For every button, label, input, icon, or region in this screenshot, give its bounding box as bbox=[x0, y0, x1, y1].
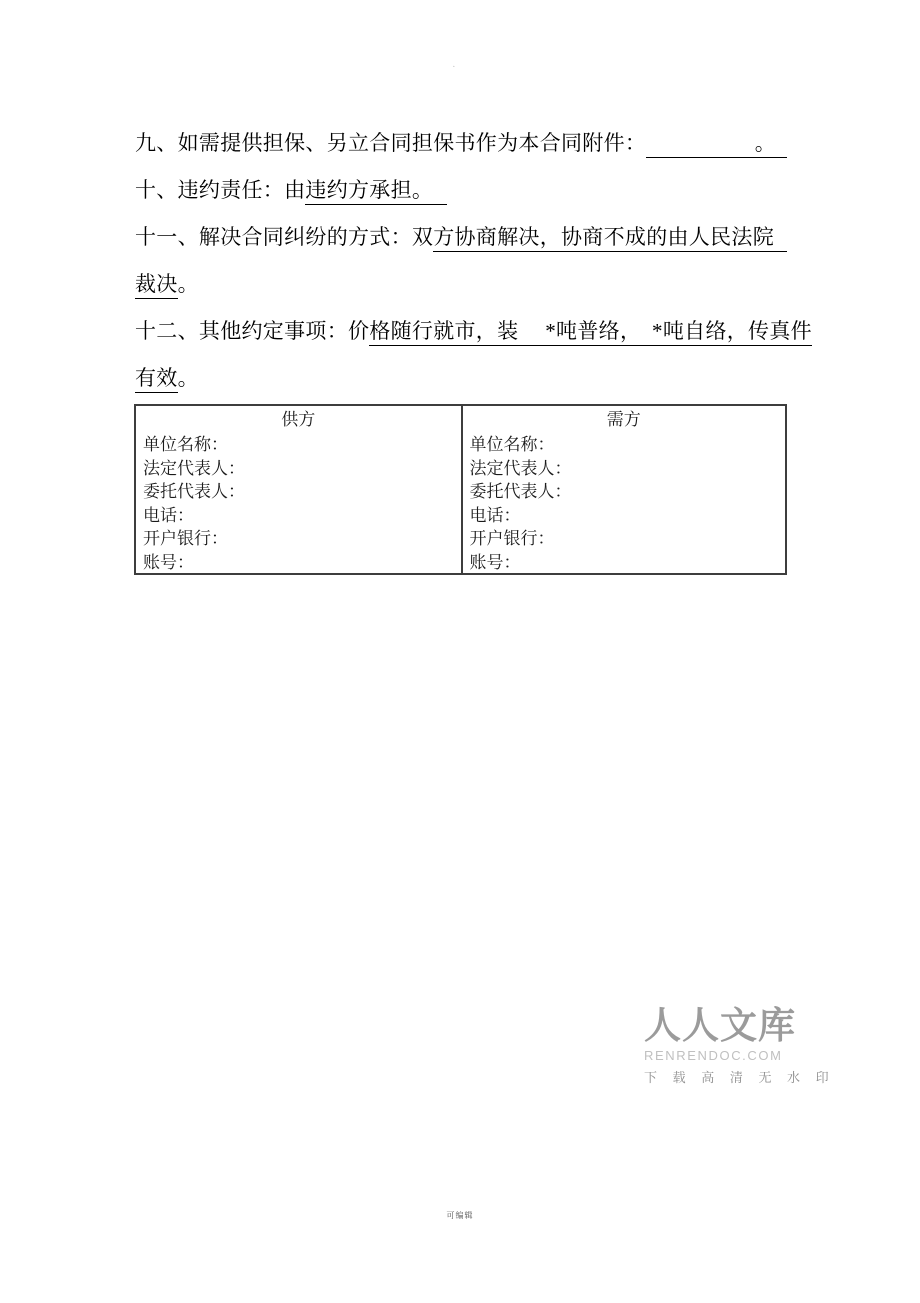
clause-12 bbox=[135, 308, 812, 355]
supplier-field-entrusted-representative: 委托代表人： bbox=[143, 482, 245, 501]
clause-9 bbox=[135, 120, 787, 167]
buyer-field-legal-representative: 法定代表人： bbox=[469, 458, 572, 478]
scan-artifact-dot: · bbox=[452, 61, 456, 73]
clause-12-cont-underlined-text: 有效 bbox=[135, 365, 178, 393]
clause-11-text: 十一、解决合同纠纷的方式：双 bbox=[135, 225, 434, 249]
buyer-header: 需方 bbox=[606, 410, 641, 429]
clause-10-text: 十、违约责任：由 bbox=[135, 178, 306, 202]
clause-10-underlined-text: 违约方承担。 bbox=[305, 177, 447, 205]
buyer-field-phone: 电话： bbox=[469, 505, 521, 525]
buyer-field-account-number: 账号： bbox=[469, 552, 521, 572]
supplier-header: 供方 bbox=[281, 410, 316, 429]
supplier-field-legal-representative: 法定代表人： bbox=[143, 458, 245, 478]
clause-11-underlined-text: 方协商解决，协商不成的由人民法院 bbox=[433, 224, 787, 252]
watermark bbox=[644, 1005, 835, 1086]
clause-12-underlined-text: 格随行就市，装 *吨普络， *吨自络，传真件 bbox=[369, 318, 812, 346]
clause-11 bbox=[135, 214, 787, 261]
clause-9-blank-line: 。 bbox=[646, 130, 787, 158]
clause-11-cont-underlined-text: 裁决 bbox=[135, 271, 178, 299]
buyer-column bbox=[461, 406, 786, 573]
editable-note: 可编辑 bbox=[446, 1211, 474, 1220]
buyer-field-entrusted-representative: 委托代表人： bbox=[469, 482, 572, 501]
buyer-field-bank: 开户银行： bbox=[469, 529, 555, 548]
clause-11-cont-terminator: 。 bbox=[177, 272, 199, 296]
supplier-field-account-number: 账号： bbox=[143, 552, 194, 572]
supplier-field-company-name: 单位名称： bbox=[143, 435, 228, 454]
supplier-field-bank: 开户银行： bbox=[143, 529, 228, 548]
watermark-brand: 人人文库 bbox=[644, 1005, 796, 1046]
supplier-field-phone: 电话： bbox=[143, 505, 194, 525]
clause-12-continuation bbox=[135, 355, 787, 402]
parties-table bbox=[134, 404, 787, 575]
clause-11-continuation bbox=[135, 261, 787, 308]
contract-clauses bbox=[135, 120, 812, 402]
watermark-domain: RENRENDOC.COM bbox=[644, 1048, 783, 1063]
clause-12-cont-terminator: 。 bbox=[177, 366, 199, 390]
supplier-column bbox=[136, 406, 461, 573]
clause-12-text: 十二、其他约定事项：价 bbox=[135, 319, 370, 343]
clause-9-text: 九、如需提供担保、另立合同担保书作为本合同附件： bbox=[135, 131, 647, 155]
watermark-tagline: 下 载 高 清 无 水 印 bbox=[644, 1070, 835, 1085]
clause-10 bbox=[135, 167, 787, 214]
buyer-field-company-name: 单位名称： bbox=[469, 435, 555, 454]
